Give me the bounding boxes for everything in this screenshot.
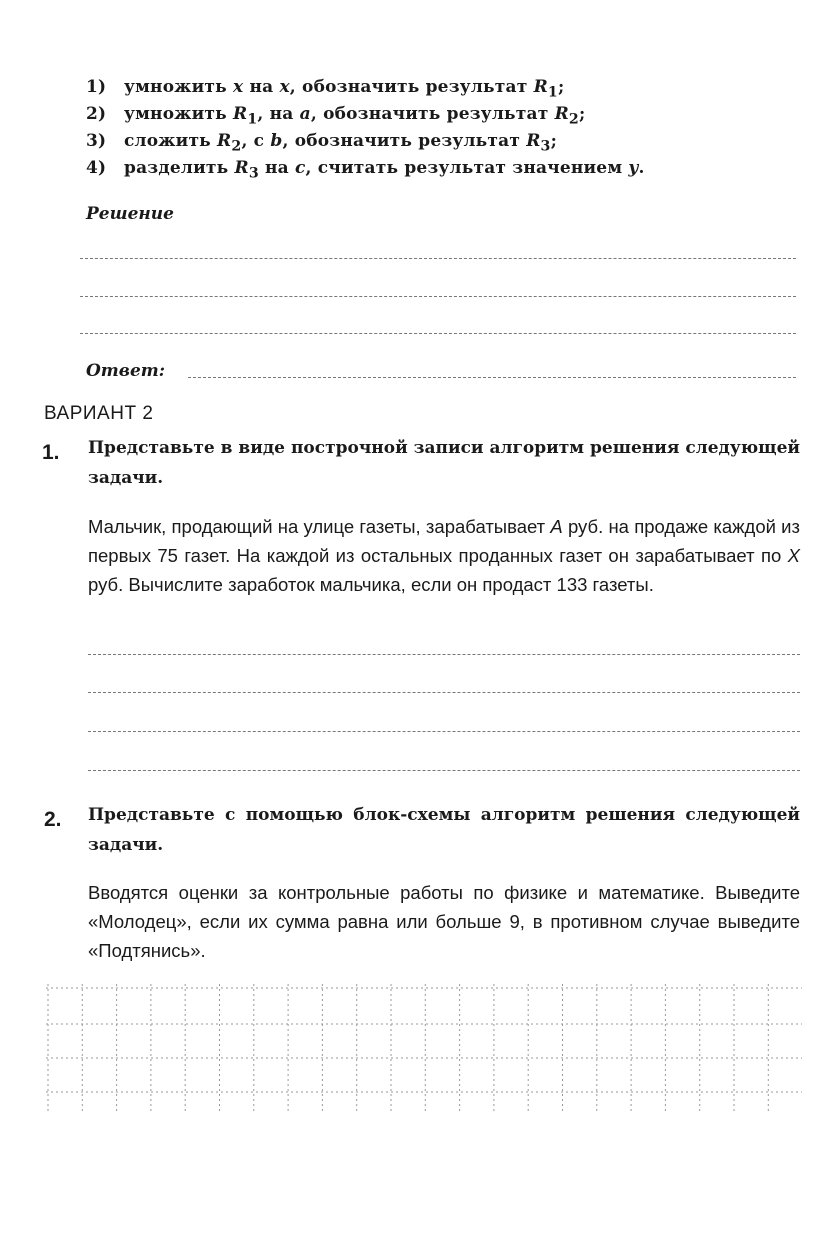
answer-line[interactable] [88, 654, 800, 655]
step-number: 3) [86, 131, 107, 151]
task-number: 1. [42, 441, 60, 464]
step-text: умножить [124, 77, 233, 97]
step-text: разделить [124, 158, 235, 178]
task-body [88, 512, 800, 599]
answer-line[interactable] [80, 258, 796, 259]
task-var: X [787, 545, 800, 566]
step-sub: 1 [247, 111, 258, 128]
step-text: , обозначить результат [289, 77, 534, 97]
step-text: на [243, 77, 280, 97]
step-text: сложить [124, 131, 218, 151]
step-var: R [233, 104, 248, 124]
step-var: x [233, 77, 244, 97]
answer-label: Ответ: [86, 361, 166, 381]
step-item [86, 155, 726, 182]
answer-field[interactable] [188, 377, 796, 378]
task-title: Представьте в виде построчной записи алгоритм решения следующей задачи. [88, 438, 800, 488]
step-number: 2) [86, 104, 107, 124]
task-text: руб. на продаже каждой из первых 75 газет. На каждой из остальных проданных газет он зарабатывает по [88, 516, 800, 566]
task-number: 2. [44, 808, 62, 831]
step-var: y [628, 158, 639, 178]
step-sub: 1 [547, 84, 558, 101]
steps-list [86, 74, 726, 182]
step-sub: 2 [568, 111, 579, 128]
step-text: , на [257, 104, 300, 124]
step-var: R [533, 77, 548, 97]
step-item [86, 74, 726, 101]
step-var: R [217, 131, 232, 151]
variant-title: ВАРИАНТ 2 [44, 403, 154, 424]
solution-label: Решение [86, 204, 174, 224]
answer-line[interactable] [80, 333, 796, 334]
step-text: ; [557, 77, 565, 97]
step-var: x [279, 77, 290, 97]
step-item [86, 128, 726, 155]
step-text: на [258, 158, 295, 178]
step-var: c [294, 158, 306, 178]
task-text: Мальчик, продающий на улице газеты, зарабатывает [88, 516, 551, 537]
answer-line[interactable] [88, 770, 800, 771]
answer-line[interactable] [88, 731, 800, 732]
answer-line[interactable] [80, 296, 796, 297]
task-body: Вводятся оценки за контрольные работы по физике и математике. Выведите «Молодец», если их сумма равна или больше 9, в противном случае выведите «Подтянись». [88, 882, 800, 961]
step-var: R [234, 158, 249, 178]
step-text: умножить [124, 104, 233, 124]
step-var: a [299, 104, 311, 124]
task-title: Представьте с помощью блок-схемы алгоритм решения следующей задачи. [88, 805, 800, 855]
task-var: A [550, 516, 563, 537]
drawing-grid[interactable] [46, 984, 802, 1114]
step-text: , с [241, 131, 271, 151]
step-var: b [270, 131, 283, 151]
step-var: R [554, 104, 569, 124]
task-text: руб. Вычислите заработок мальчика, если он продаст 133 газеты. [88, 574, 654, 595]
step-number: 4) [86, 158, 107, 178]
step-var: R [526, 131, 541, 151]
step-text: ; [578, 104, 586, 124]
step-sub: 3 [540, 138, 551, 155]
answer-line[interactable] [88, 692, 800, 693]
step-sub: 3 [248, 165, 259, 182]
step-item [86, 101, 726, 128]
step-text: , считать результат значением [305, 158, 629, 178]
step-text: , обозначить результат [282, 131, 527, 151]
step-text: , обозначить результат [310, 104, 555, 124]
step-number: 1) [86, 77, 107, 97]
step-sub: 2 [231, 138, 242, 155]
step-text: ; [550, 131, 558, 151]
step-text: . [638, 158, 645, 178]
